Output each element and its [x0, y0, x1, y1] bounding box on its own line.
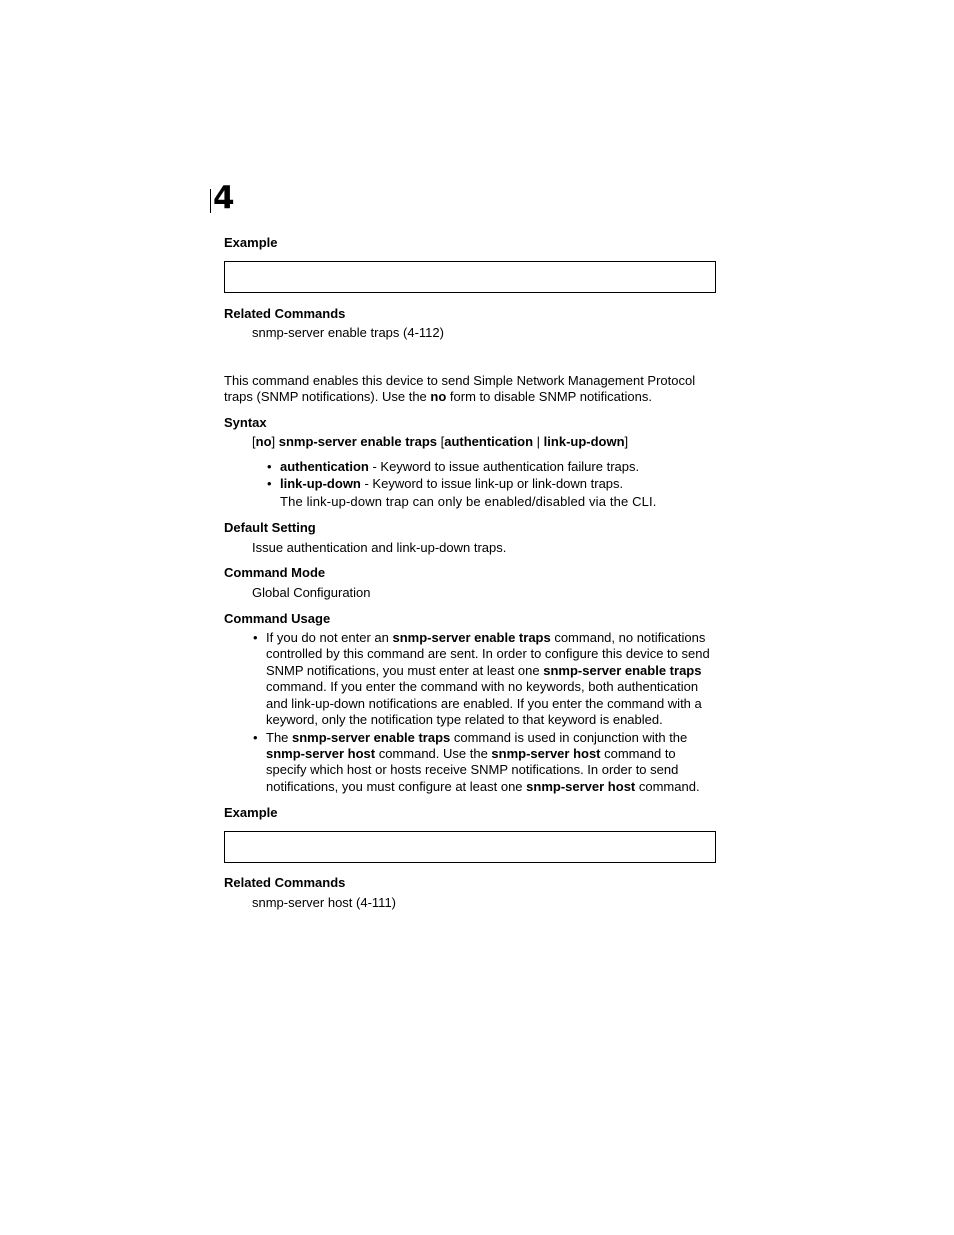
example-heading-2: Example: [224, 805, 278, 820]
default-setting-heading: Default Setting: [224, 520, 316, 535]
param-item-1: authentication - Keyword to issue authentication failure traps.: [280, 459, 640, 474]
chapter-number-mark: [210, 180, 240, 216]
intro-line-1: This command enables this device to send Simple Network Management Protocol: [224, 373, 696, 388]
example-heading-1: Example: [224, 235, 278, 250]
default-setting-text: Issue authentication and link-up-down traps.: [252, 540, 507, 555]
related-commands-heading-1: Related Commands: [224, 306, 346, 321]
chapter-mark-rule: [210, 189, 211, 213]
usage-1-line-1: If you do not enter an snmp-server enable traps command, no notifications: [266, 630, 706, 645]
related-command-link-1: snmp-server enable traps (4-112): [252, 325, 444, 340]
chapter-number: 4: [213, 180, 235, 216]
usage-bullet-2: •: [253, 730, 258, 745]
syntax-line: [no] snmp-server enable traps [authentication | link-up-down]: [252, 434, 629, 449]
usage-2-line-1: The snmp-server enable traps command is used in conjunction with the: [266, 730, 688, 745]
param-note: The link-up-down trap can only be enabled/disabled via the CLI.: [280, 494, 657, 509]
usage-1-line-3: SNMP notifications, you must enter at least one snmp-server enable traps: [266, 663, 702, 678]
usage-bullet-1: •: [253, 630, 258, 645]
related-command-link-2: snmp-server host (4-111): [252, 895, 397, 910]
param-bullet-1: •: [267, 459, 272, 474]
command-mode-text: Global Configuration: [252, 585, 371, 600]
usage-2-line-4: notifications, you must configure at least one snmp-server host command.: [266, 779, 700, 794]
intro-line-2: traps (SNMP notifications). Use the no form to disable SNMP notifications.: [224, 389, 652, 404]
syntax-heading: Syntax: [224, 415, 267, 430]
example-code-box-2: [224, 831, 716, 863]
command-mode-heading: Command Mode: [224, 565, 326, 580]
usage-2-line-3: specify which host or hosts receive SNMP notifications. In order to send: [266, 762, 679, 777]
usage-1-line-4: command. If you enter the command with no keywords, both authentication: [266, 679, 699, 694]
command-usage-heading: Command Usage: [224, 611, 331, 626]
param-bullet-2: •: [267, 476, 272, 491]
related-commands-heading-2: Related Commands: [224, 875, 346, 890]
usage-1-line-2: controlled by this command are sent. In order to configure this device to send: [266, 646, 710, 661]
usage-1-line-6: keyword, only the notification type related to that keyword is enabled.: [266, 712, 663, 727]
param-item-2: link-up-down - Keyword to issue link-up or link-down traps.: [280, 476, 624, 491]
usage-1-line-5: and link-up-down notifications are enabled. If you enter the command with a: [266, 696, 702, 711]
usage-2-line-2: snmp-server host command. Use the snmp-server host command to: [266, 746, 676, 761]
example-code-box-1: [224, 261, 716, 293]
